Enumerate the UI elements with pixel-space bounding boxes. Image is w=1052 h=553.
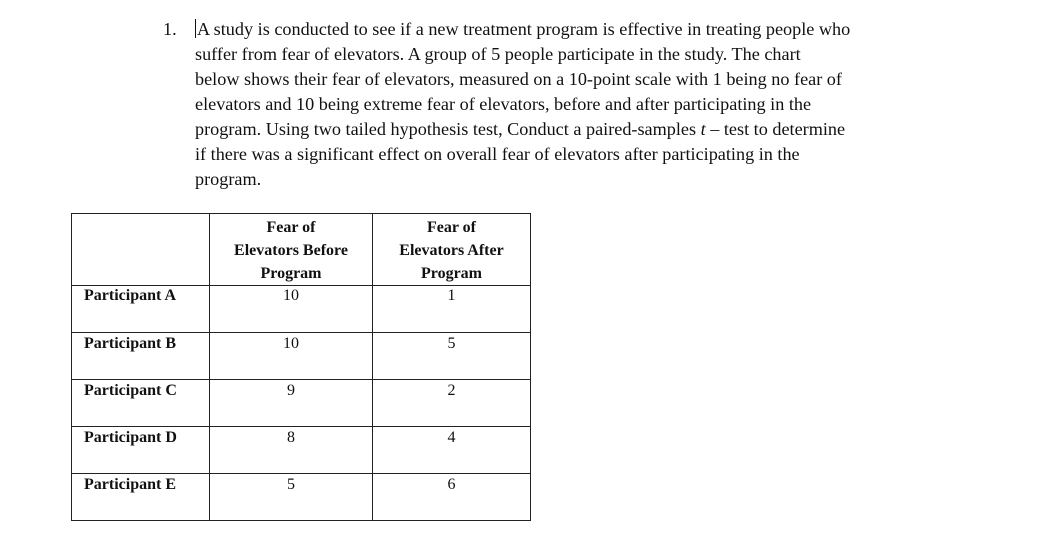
data-table bbox=[71, 213, 531, 521]
participant-label: Participant D bbox=[72, 427, 210, 474]
header-after: Fear of Elevators After Program bbox=[373, 214, 531, 286]
after-value: 4 bbox=[373, 427, 531, 474]
question-line: program. bbox=[195, 169, 262, 189]
question-line: if there was a significant effect on overall fear of elevators after participating in the bbox=[195, 144, 800, 164]
before-value: 5 bbox=[210, 474, 373, 521]
participant-label: Participant E bbox=[72, 474, 210, 521]
table-header-row bbox=[72, 214, 531, 286]
question-line: elevators and 10 being extreme fear of elevators, before and after participating in the bbox=[195, 94, 812, 114]
question-line: program. Using two tailed hypothesis test, Conduct a paired-samples t – test to determine bbox=[195, 119, 846, 139]
after-value: 1 bbox=[373, 286, 531, 333]
after-value: 2 bbox=[373, 380, 531, 427]
participant-label: Participant C bbox=[72, 380, 210, 427]
question-number: 1. bbox=[163, 19, 177, 39]
header-empty-cell bbox=[72, 214, 210, 286]
before-value: 10 bbox=[210, 333, 373, 380]
before-value: 8 bbox=[210, 427, 373, 474]
question-line: A study is conducted to see if a new treatment program is effective in treating people who bbox=[197, 19, 851, 39]
t-variable: t bbox=[700, 119, 706, 139]
table-row bbox=[72, 286, 531, 333]
text-cursor bbox=[195, 19, 196, 38]
table-row bbox=[72, 333, 531, 380]
after-value: 6 bbox=[373, 474, 531, 521]
table-row bbox=[72, 380, 531, 427]
before-value: 9 bbox=[210, 380, 373, 427]
participant-label: Participant B bbox=[72, 333, 210, 380]
after-value: 5 bbox=[373, 333, 531, 380]
question-line: suffer from fear of elevators. A group of 5 people participate in the study. The chart bbox=[195, 44, 801, 64]
table-row bbox=[72, 427, 531, 474]
question-text bbox=[195, 17, 983, 192]
participant-label: Participant A bbox=[72, 286, 210, 333]
before-value: 10 bbox=[210, 286, 373, 333]
question-line: below shows their fear of elevators, measured on a 10-point scale with 1 being no fear of bbox=[195, 69, 842, 89]
table-row bbox=[72, 474, 531, 521]
header-before: Fear of Elevators Before Program bbox=[210, 214, 373, 286]
